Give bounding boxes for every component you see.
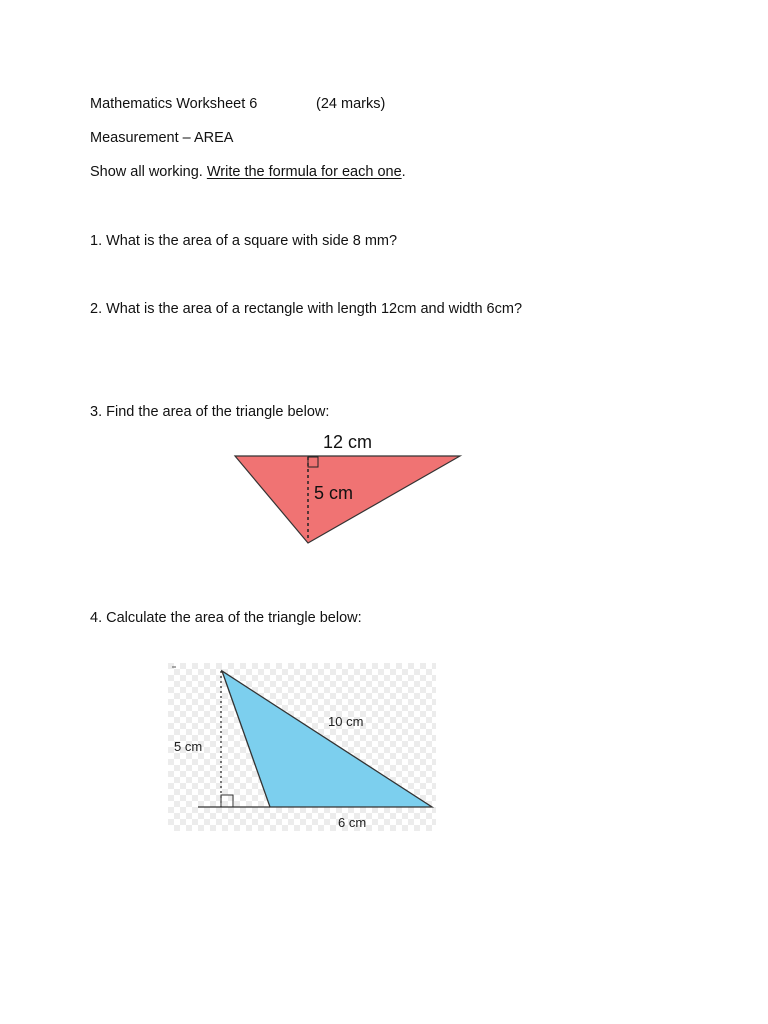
- question-4: 4. Calculate the area of the triangle below:: [90, 610, 362, 626]
- worksheet-title: Mathematics Worksheet 6: [90, 96, 258, 112]
- instructions-suffix: .: [401, 164, 406, 180]
- base-label: 12 cm: [323, 432, 373, 452]
- instructions: [90, 163, 406, 181]
- worksheet-subtitle: Measurement – AREA: [90, 130, 234, 146]
- instructions-text: Show all working.: [90, 164, 207, 180]
- triangle-figure-blue: [168, 663, 436, 831]
- instructions-underlined-text: Write the formula for each one: [206, 164, 402, 180]
- question-3: 3. Find the area of the triangle below:: [90, 404, 330, 420]
- base-label: 6 cm: [338, 815, 367, 830]
- triangle-diagram-red: [230, 428, 470, 548]
- height-label: 5 cm: [314, 483, 354, 503]
- question-1: 1. What is the area of a square with side 8 mm?: [90, 233, 398, 249]
- hypotenuse-label: 10 cm: [328, 714, 364, 729]
- question-2: 2. What is the area of a rectangle with length 12cm and width 6cm?: [90, 301, 523, 317]
- height-label: 5 cm: [174, 739, 203, 754]
- triangle-figure-red: [230, 428, 470, 548]
- triangle-diagram-blue: [168, 663, 436, 831]
- marks-total: (24 marks): [316, 96, 386, 112]
